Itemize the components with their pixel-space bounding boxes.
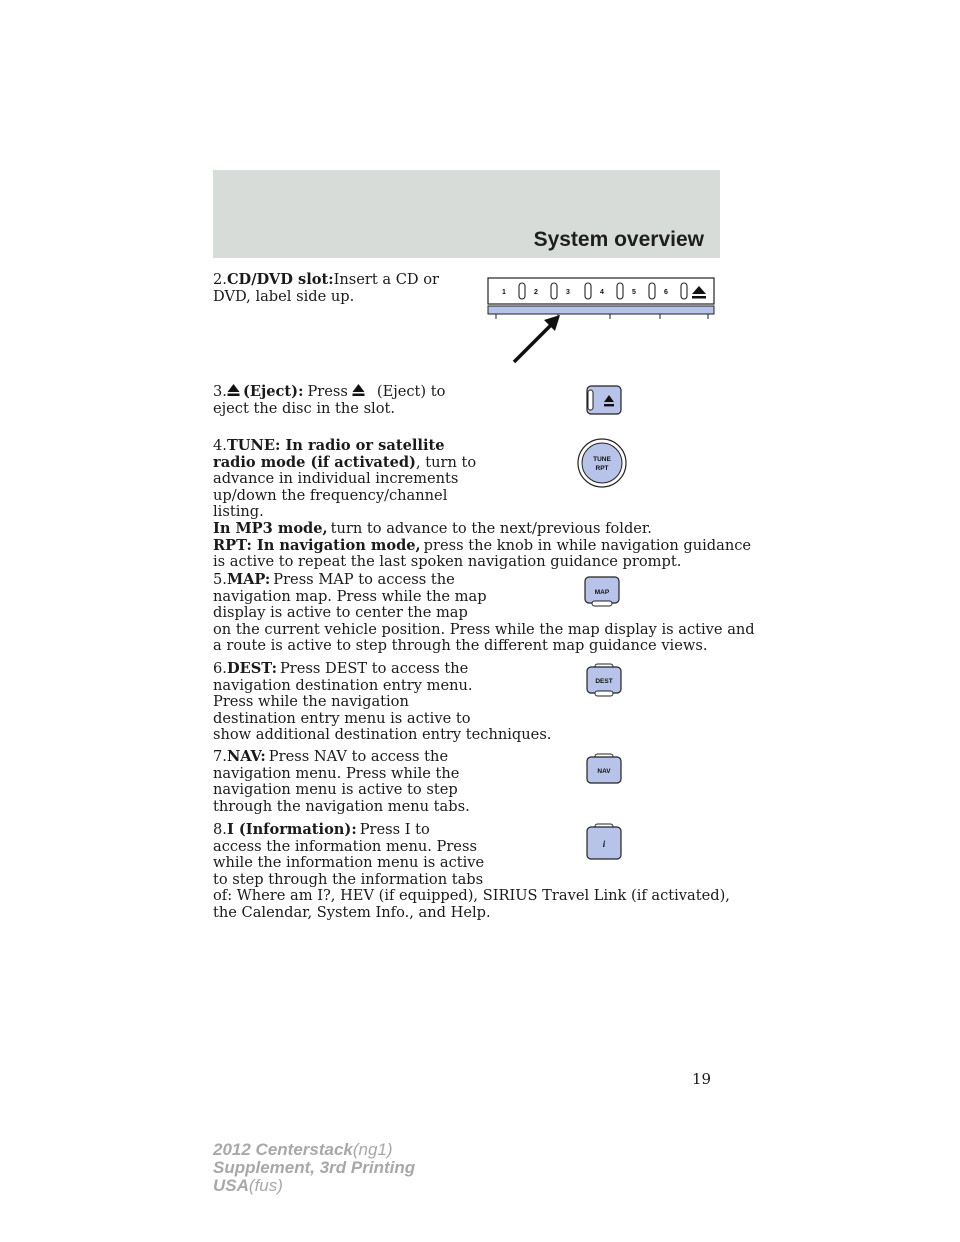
dest-button-figure xyxy=(584,662,624,700)
map-label: MAP xyxy=(594,589,610,596)
nav-label: NAV xyxy=(597,768,611,775)
tune-label: TUNE xyxy=(593,456,611,463)
eject-button-figure xyxy=(584,384,624,416)
preset-4-label: 4 xyxy=(600,289,604,296)
information-button-figure xyxy=(584,822,624,864)
preset-2-label: 2 xyxy=(534,289,538,296)
tune-knob-figure xyxy=(576,437,628,489)
nav-button-figure xyxy=(584,752,624,788)
eject-icon xyxy=(352,383,365,397)
page-number: 19 xyxy=(692,1070,712,1088)
section-title: System overview xyxy=(533,228,704,251)
pointer-arrow-icon xyxy=(514,315,560,362)
dest-description: 6.DEST: Press DEST to access the navigation destination entry menu. Press while the navigation destination entry menu is active to show additional destination entry techniques. xyxy=(213,660,552,744)
eject-icon xyxy=(227,383,240,397)
document-footer: 2012 Centerstack(ng1) Supplement, 3rd Printing USA(fus) xyxy=(213,1140,416,1195)
map-description: 5.MAP: Press MAP to access the navigation map. Press while the map display is active to center the map on the current vehicle position. Press while the map display is active and a route is active to step through the different map guidance views. xyxy=(213,571,755,655)
preset-6-label: 6 xyxy=(664,289,668,296)
preset-1-label: 1 xyxy=(502,289,506,296)
information-description: 8.I (Information): Press I to access the information menu. Press while the information menu is active to step through the information tabs of: Where am I?, HEV (if equipped), SIRIUS Travel Link (if activated), the Calendar, System Info., and Help. xyxy=(213,821,730,921)
preset-3-label: 3 xyxy=(566,289,570,296)
map-button-figure xyxy=(582,574,622,610)
section-header xyxy=(213,170,720,258)
information-label: i xyxy=(602,839,606,849)
cd-dvd-slot-figure xyxy=(486,276,716,368)
tune-description: 4.TUNE: In radio or satellite radio mode (if activated), turn to advance in individual increments up/down the frequency/channel listing. In MP3 mode, turn to advance to the next/previous folder. RPT: In navigation mode, press the knob in while navigation guidance is active to repeat the last spoken navigation guidance prompt. xyxy=(213,437,752,571)
eject-description: 3. (Eject): Press (Eject) to eject the disc in the slot. xyxy=(213,383,446,417)
preset-5-label: 5 xyxy=(632,289,636,296)
rpt-label: RPT xyxy=(595,465,609,472)
nav-description: 7.NAV: Press NAV to access the navigation menu. Press while the navigation menu is active to step through the navigation menu tabs. xyxy=(213,748,470,815)
cd-dvd-slot-description: 2.CD/DVD slot:Insert a CD or DVD, label side up. xyxy=(213,271,440,305)
dest-label: DEST xyxy=(595,678,613,685)
